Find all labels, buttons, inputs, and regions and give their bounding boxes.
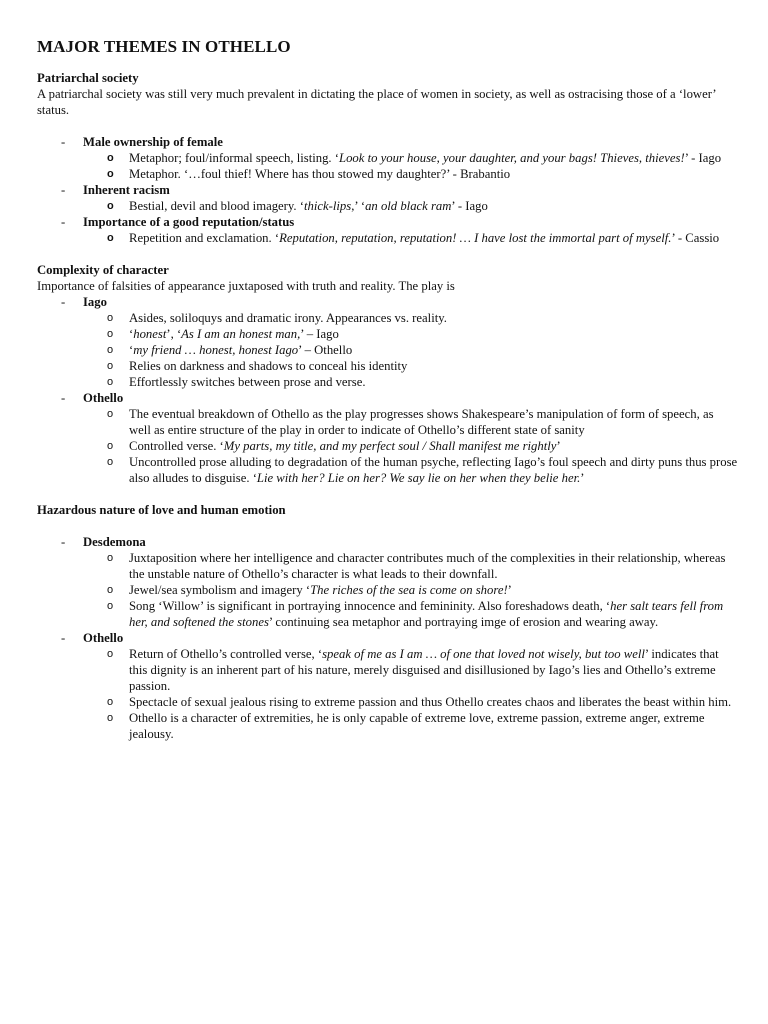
- point-text: ’ - Iago: [451, 199, 488, 213]
- point-text: ‘: [129, 327, 134, 341]
- analysis-point: [83, 326, 738, 342]
- theme-item: [37, 534, 738, 630]
- section-intro: A patriarchal society was still very much prevalent in dictating the place of women in society, as well as ostracising those of a ‘lower’ status.: [37, 87, 716, 117]
- point-text: ’ – Othello: [298, 343, 353, 357]
- theme-list: [37, 294, 738, 486]
- section-intro: Importance of falsities of appearance juxtaposed with truth and reality. The play is: [37, 279, 455, 293]
- point-text: Othello is a character of extremities, he is only capable of extreme love, extreme passion, extreme anger, extreme jealousy.: [129, 711, 705, 741]
- point-text: ’: [507, 583, 512, 597]
- theme-item: [37, 390, 738, 486]
- quote-text: The riches of the sea is come on shore!: [310, 583, 508, 597]
- analysis-point: [83, 358, 738, 374]
- theme-list: [37, 534, 738, 742]
- section-heading-hazardous-nature-of-love: Hazardous nature of love and human emotion: [37, 503, 286, 517]
- point-text: Return of Othello’s controlled verse, ‘: [129, 647, 323, 661]
- quote-text: My parts, my title, and my perfect soul / Shall manifest me rightly: [223, 439, 557, 453]
- quote-text: speak of me as I am … of one that loved not wisely, but too well: [322, 647, 645, 661]
- analysis-point: [83, 406, 738, 438]
- point-text: Relies on darkness and shadows to conceal his identity: [129, 359, 408, 373]
- theme-item: [37, 630, 738, 742]
- analysis-point: [83, 166, 738, 182]
- point-text: ’: [580, 471, 585, 485]
- point-text: ’ – Iago: [300, 327, 339, 341]
- point-text: Metaphor; foul/informal speech, listing. ‘: [129, 151, 340, 165]
- point-text: Controlled verse. ‘: [129, 439, 224, 453]
- point-text: ’ - Cassio: [671, 231, 720, 245]
- quote-text: my friend … honest, honest Iago: [133, 343, 299, 357]
- point-text: Metaphor. ‘…foul thief! Where has thou stowed my daughter?’ - Brabantio: [129, 167, 511, 181]
- point-text: Spectacle of sexual jealous rising to extreme passion and thus Othello creates chaos and liberates the beast within him.: [129, 695, 732, 709]
- point-text: Juxtaposition where her intelligence and character contributes much of the complexities in their relationship, whereas the unstable nature of Othello’s character is what leads to their downfall.: [129, 551, 726, 581]
- analysis-point: [83, 598, 738, 630]
- theme-item: [37, 134, 738, 182]
- analysis-point: [83, 454, 738, 486]
- quote-text: her salt tears fell from her, and softened the stones: [129, 599, 724, 629]
- theme-item: [37, 294, 738, 390]
- theme-label: - Othello: [83, 631, 124, 645]
- analysis-point: [83, 150, 738, 166]
- quote-text: As I am an honest man,: [181, 327, 301, 341]
- section-heading-complexity-of-character: Complexity of character: [37, 263, 169, 277]
- point-text: Song ‘Willow’ is significant in portraying innocence and femininity. Also foreshadows death, ‘: [129, 599, 611, 613]
- point-text: ’ - Iago: [684, 151, 722, 165]
- analysis-point: [83, 230, 738, 246]
- point-text: Bestial, devil and blood imagery. ‘: [129, 199, 304, 213]
- theme-item: [37, 214, 738, 246]
- quote-text: Lie with her? Lie on her? We say lie on her when they belie her.: [256, 471, 581, 485]
- theme-label: - Othello: [83, 391, 124, 405]
- analysis-point: [83, 342, 738, 358]
- analysis-point: [83, 198, 738, 214]
- point-text: ’, ‘: [166, 327, 182, 341]
- theme-label: - Desdemona: [83, 535, 146, 549]
- theme-list: [37, 134, 738, 246]
- quote-text: Reputation, reputation, reputation! … I have lost the immortal part of myself.: [279, 231, 672, 245]
- point-text: ,’ ‘: [351, 199, 366, 213]
- quote-text: an old black ram: [365, 199, 452, 213]
- section-heading-patriarchal-society: Patriarchal society: [37, 71, 139, 85]
- point-text: ‘: [129, 343, 134, 357]
- quote-text: Look to your house, your daughter, and your bags! Thieves, thieves!: [339, 151, 685, 165]
- analysis-point: [83, 582, 738, 598]
- point-text: Jewel/sea symbolism and imagery ‘: [129, 583, 311, 597]
- theme-item: [37, 182, 738, 214]
- point-text: Uncontrolled prose alluding to degradation of the human psyche, reflecting Iago’s foul speech and dirty puns thus prose also alludes to disguise. ‘: [129, 455, 738, 485]
- analysis-point: [83, 438, 738, 454]
- analysis-point: [83, 646, 738, 694]
- analysis-point: [83, 310, 738, 326]
- point-text: Repetition and exclamation. ‘: [129, 231, 280, 245]
- quote-text: thick-lips: [304, 199, 352, 213]
- point-text: Asides, soliloquys and dramatic irony. Appearances vs. reality.: [129, 311, 447, 325]
- theme-label: - Male ownership of female: [83, 135, 223, 149]
- quote-text: honest: [133, 327, 167, 341]
- point-text: ’ indicates that this dignity is an inherent part of his nature, merely disguised and disillusioned by Iago’s lies and Othello’s extreme passion.: [129, 647, 719, 693]
- point-text: ’: [556, 439, 561, 453]
- analysis-point: [83, 710, 738, 742]
- analysis-point: [83, 374, 738, 390]
- analysis-point: [83, 694, 738, 710]
- analysis-point: [83, 550, 738, 582]
- theme-label: - Inherent racism: [83, 183, 170, 197]
- theme-label: - Importance of a good reputation/status: [83, 215, 295, 229]
- document-title: MAJOR THEMES IN OTHELLO: [37, 37, 291, 56]
- point-text: The eventual breakdown of Othello as the play progresses shows Shakespeare’s manipulation of form of speech, as well as entire structure of the play in order to indicate of Othello’s different state of sanity: [129, 407, 714, 437]
- point-text: ’ continuing sea metaphor and portraying imge of erosion and wearing away.: [268, 615, 659, 629]
- point-text: Effortlessly switches between prose and verse.: [129, 375, 366, 389]
- theme-label: - Iago: [83, 295, 107, 309]
